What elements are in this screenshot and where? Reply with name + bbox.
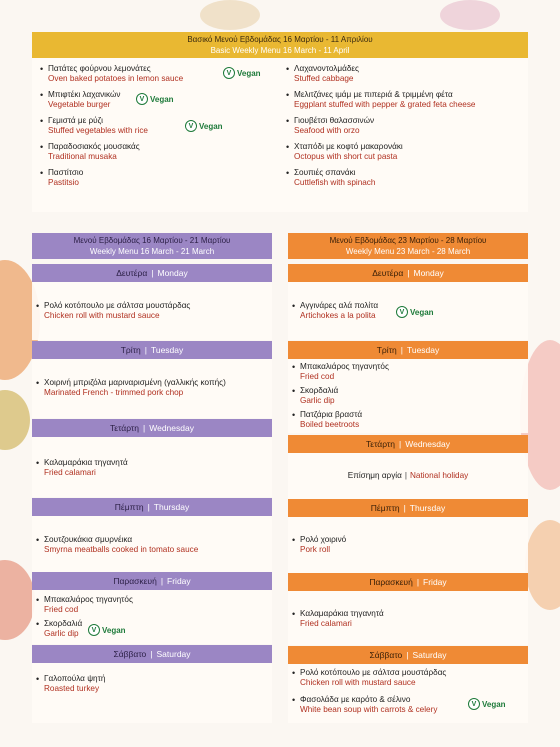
- dish-en: Roasted turkey: [44, 684, 100, 693]
- dish-gr: • Γιουβέτσι θαλασσινών: [294, 116, 375, 125]
- weekly-menu-title-gr: Μενού Εβδομάδας 16 Μαρτίου - 21 Μαρτίου: [73, 236, 231, 245]
- day-name-en: Saturday: [412, 650, 447, 660]
- dish-gr: • Σκορδαλιά: [300, 386, 339, 395]
- day-separator: |: [147, 502, 150, 512]
- day-header-friday: [32, 572, 272, 590]
- vegan-badge: [185, 119, 223, 133]
- dish-gr: • Πατζάρια βραστά: [300, 410, 363, 419]
- dish-gr: • Γεμιστά με ρύζι: [48, 116, 103, 125]
- vegan-leaf-icon: V: [396, 306, 408, 318]
- vegan-leaf-icon: V: [468, 698, 480, 710]
- day-body-monday: [32, 282, 272, 340]
- vegan-leaf-icon: V: [185, 120, 197, 132]
- list-item: [290, 609, 384, 629]
- dish-en: Traditional musaka: [48, 152, 117, 161]
- day-name-en: Thursday: [409, 503, 446, 513]
- dish-gr: • Γαλοπούλα ψητή: [44, 674, 106, 683]
- day-separator: |: [144, 345, 147, 355]
- list-item: [290, 535, 346, 555]
- dish-gr: • Χταπόδι με κοφτό μακαρονάκι: [294, 142, 403, 151]
- day-separator: |: [150, 649, 153, 659]
- dish-en: Boiled beetroots: [300, 420, 360, 429]
- list-item: [34, 535, 198, 555]
- dish-gr: • Καλαμαράκια τηγανητά: [300, 609, 384, 618]
- basic-menu-title-en: Basic Weekly Menu 16 March - 11 April: [210, 46, 350, 55]
- dish-gr: • Παστίτσιο: [48, 168, 84, 177]
- vegan-badge: [88, 623, 126, 637]
- weekly-menu-left-header: [32, 233, 272, 259]
- dish-en: Fried calamari: [300, 619, 352, 628]
- dish-en: Vegetable burger: [48, 100, 111, 109]
- day-name-gr: Τετάρτη: [110, 423, 140, 433]
- list-item: [284, 142, 522, 162]
- dish-en: Fried cod: [300, 372, 335, 381]
- day-name-gr: Δευτέρα: [116, 268, 148, 278]
- dish-gr: • Σουπιές σπανάκι: [294, 168, 356, 177]
- weekly-menu-title-gr: Μενού Εβδομάδας 23 Μαρτίου - 28 Μαρτίου: [329, 236, 487, 245]
- day-header-thursday: [32, 498, 272, 516]
- holiday-en: National holiday: [410, 471, 469, 480]
- dish-en: Artichokes a la polita: [300, 311, 376, 320]
- day-separator: |: [406, 650, 409, 660]
- dish-en: Chicken roll with mustard sauce: [44, 311, 160, 320]
- day-header-saturday: [288, 646, 528, 664]
- vegan-leaf-icon: V: [223, 67, 235, 79]
- vegan-badge: [396, 305, 434, 319]
- holiday-notice: [288, 471, 528, 480]
- dish-en: Stuffed vegetables with rice: [48, 126, 148, 135]
- day-body-thursday: [32, 516, 272, 572]
- day-name-en: Tuesday: [150, 345, 184, 355]
- dish-en: Fried calamari: [44, 468, 96, 477]
- dish-en: Oven baked potatoes in lemon sauce: [48, 74, 184, 83]
- day-name-en: Saturday: [156, 649, 191, 659]
- dish-en: Octopus with short cut pasta: [294, 152, 398, 161]
- day-separator: |: [416, 577, 420, 587]
- basic-menu-header: [32, 32, 528, 58]
- dish-gr: • Αγγινάρες αλά πολίτα: [300, 301, 379, 310]
- basic-menu-columns: [32, 58, 528, 194]
- dish-en: Seafood with orzo: [294, 126, 360, 135]
- dish-en: White bean soup with carrots & celery: [300, 705, 438, 714]
- dish-gr: • Παραδοσιακός μουσακάς: [48, 142, 140, 151]
- list-item: [290, 301, 434, 321]
- day-body-friday: [32, 590, 272, 644]
- list-item: [284, 116, 522, 136]
- background-vegetable-decoration: [0, 390, 30, 450]
- weekly-menu-left: [32, 233, 272, 723]
- background-vegetable-decoration: [525, 520, 560, 610]
- list-item: [284, 64, 522, 84]
- dish-gr: • Μπιφτέκι λαχανικών: [48, 90, 121, 99]
- day-name-en: Monday: [157, 268, 188, 278]
- list-item: [34, 301, 190, 321]
- list-item: [284, 168, 522, 188]
- day-name-en: Thursday: [153, 502, 190, 512]
- day-body-wednesday: [288, 453, 528, 499]
- list-item: [290, 362, 389, 382]
- day-name-gr: Δευτέρα: [372, 268, 404, 278]
- dish-gr: • Καλαμαράκια τηγανητά: [44, 458, 128, 467]
- day-header-tuesday: [32, 341, 272, 359]
- weekly-menu-title-en: Weekly Menu 16 March - 21 March: [89, 247, 215, 256]
- weekly-menu-title-en: Weekly Menu 23 March - 28 March: [345, 247, 471, 256]
- weekly-menu-right: [288, 233, 528, 723]
- background-vegetable-decoration: [440, 0, 500, 30]
- day-name-en: Friday: [423, 577, 447, 587]
- vegan-label: Vegan: [150, 94, 174, 104]
- dish-en: Pastitsio: [48, 178, 79, 187]
- day-header-wednesday: [288, 435, 528, 453]
- dish-gr: • Μπακαλιάρος τηγανητός: [44, 595, 133, 604]
- list-item: [38, 168, 280, 188]
- day-separator: |: [403, 503, 406, 513]
- day-body-tuesday: [288, 359, 528, 433]
- vegan-leaf-icon: V: [136, 93, 148, 105]
- day-name-gr: Σάββατο: [369, 650, 403, 660]
- list-item: [34, 595, 133, 615]
- basic-menu-title-gr: Βασικό Μενού Εβδομάδας 16 Μαρτίου - 11 Απριλίου: [187, 35, 373, 44]
- vegan-label: Vegan: [237, 68, 261, 78]
- dish-en: Eggplant stuffed with pepper & grated feta cheese: [294, 100, 476, 109]
- dish-gr: • Λαχανοντολμάδες: [294, 64, 359, 73]
- dish-en: Cuttlefish with spinach: [294, 178, 376, 187]
- day-body-tuesday: [32, 359, 272, 418]
- day-name-gr: Τρίτη: [376, 345, 397, 355]
- vegan-label: Vegan: [102, 625, 126, 635]
- background-vegetable-decoration: [200, 0, 260, 30]
- list-item: [284, 90, 522, 110]
- dish-en: Pork roll: [300, 545, 331, 554]
- day-body-thursday: [288, 517, 528, 573]
- list-item: [290, 386, 338, 406]
- day-header-thursday: [288, 499, 528, 517]
- day-name-gr: Παρασκευή: [113, 576, 157, 586]
- dish-gr: • Φασολάδα με καρότο & σέλινο: [300, 695, 411, 704]
- vegan-badge: [136, 92, 174, 106]
- day-name-en: Wednesday: [149, 423, 194, 433]
- list-item: [34, 619, 126, 639]
- dish-en: Smyrna meatballs cooked in tomato sauce: [44, 545, 199, 554]
- vegan-badge: [468, 697, 506, 711]
- vegan-label: Vegan: [410, 307, 434, 317]
- vegan-label: Vegan: [199, 121, 223, 131]
- dish-gr: • Σουτζουκάκια σμυρνέικα: [44, 535, 133, 544]
- dish-gr: • Πατάτες φούρνου λεμονάτες: [48, 64, 151, 73]
- list-item: [290, 668, 446, 688]
- day-body-saturday: [32, 663, 272, 723]
- dish-en: Marinated French - trimmed pork chop: [44, 388, 184, 397]
- dish-en: Chicken roll with mustard sauce: [300, 678, 416, 687]
- dish-en: Garlic dip: [44, 629, 79, 638]
- dish-gr: • Μελιτζάνες ιμάμ με πιπεριά & τριμμένη φέτα: [294, 90, 453, 99]
- day-header-tuesday: [288, 341, 528, 359]
- dish-gr: • Χοιρινή μπριζόλα μαριναρισμένη (γαλλικής κοπής): [44, 378, 226, 387]
- list-item: [290, 410, 362, 430]
- dish-en: Fried cod: [44, 605, 79, 614]
- day-name-gr: Πέμπτη: [114, 502, 144, 512]
- day-name-gr: Τρίτη: [120, 345, 141, 355]
- basic-menu-right-column: [280, 64, 522, 194]
- day-header-saturday: [32, 645, 272, 663]
- dish-en: Garlic dip: [300, 396, 335, 405]
- weekly-menu-right-header: [288, 233, 528, 259]
- day-separator: |: [407, 268, 410, 278]
- day-name-en: Monday: [413, 268, 444, 278]
- vegan-label: Vegan: [482, 699, 506, 709]
- day-name-en: Tuesday: [406, 345, 440, 355]
- day-body-saturday: [288, 664, 528, 723]
- day-name-gr: Παρασκευή: [369, 577, 413, 587]
- day-body-monday: [288, 282, 528, 340]
- list-item: [38, 64, 280, 84]
- basic-menu-left-column: [38, 64, 280, 194]
- list-item: [38, 142, 280, 162]
- day-name-gr: Τετάρτη: [366, 439, 396, 449]
- day-separator: |: [399, 439, 402, 449]
- vegan-leaf-icon: V: [88, 624, 100, 636]
- day-header-monday: [288, 264, 528, 282]
- day-body-wednesday: [32, 437, 272, 497]
- day-name-gr: Πέμπτη: [370, 503, 400, 513]
- day-separator: |: [400, 345, 403, 355]
- list-item: [34, 674, 105, 694]
- list-item: [34, 458, 128, 478]
- day-body-friday: [288, 591, 528, 645]
- day-name-en: Friday: [167, 576, 191, 586]
- day-header-friday: [288, 573, 528, 591]
- day-header-wednesday: [32, 419, 272, 437]
- list-item: [290, 695, 506, 715]
- day-name-gr: Σάββατο: [113, 649, 147, 659]
- background-vegetable-decoration: [0, 560, 35, 640]
- list-item: [38, 90, 280, 110]
- list-item: [38, 116, 280, 136]
- holiday-separator: |: [404, 471, 407, 480]
- day-header-monday: [32, 264, 272, 282]
- holiday-gr: Επίσημη αργία: [347, 471, 402, 480]
- dish-en: Stuffed cabbage: [294, 74, 354, 83]
- basic-menu-panel: [32, 32, 528, 212]
- day-name-en: Wednesday: [405, 439, 450, 449]
- day-separator: |: [143, 423, 146, 433]
- day-separator: |: [160, 576, 164, 586]
- dish-gr: • Μπακαλιάρος τηγανητός: [300, 362, 389, 371]
- dish-gr: • Ρολό χοιρινό: [300, 535, 347, 544]
- dish-gr: • Ρολό κοτόπουλο με σάλτσα μουστάρδας: [300, 668, 447, 677]
- list-item: [34, 378, 226, 398]
- day-separator: |: [151, 268, 154, 278]
- dish-gr: • Ρολό κοτόπουλο με σάλτσα μουστάρδας: [44, 301, 191, 310]
- vegan-badge: [223, 66, 261, 80]
- dish-gr: • Σκορδαλιά: [44, 619, 83, 628]
